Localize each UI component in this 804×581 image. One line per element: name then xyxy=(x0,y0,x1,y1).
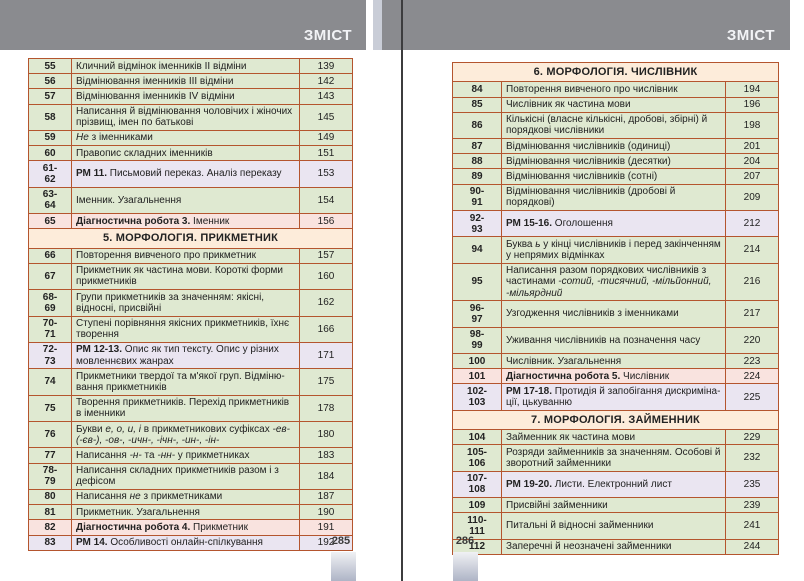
title-segment: Числівник як частина мови xyxy=(506,99,631,110)
title-segment: РМ 11. xyxy=(76,168,107,180)
lesson-number: 94 xyxy=(453,237,502,263)
title-segment: Відмінювання іменників III відміни xyxy=(76,75,234,87)
title-segment: Букви xyxy=(76,423,106,435)
lesson-title xyxy=(502,112,726,138)
title-segment: Особливості онлайн-спілкування xyxy=(107,537,263,548)
title-segment: Уживання числівників на позначення часу xyxy=(506,334,701,346)
title-segment: Письмовий переказ. Аналіз переказу xyxy=(107,168,282,180)
lesson-title xyxy=(72,422,300,448)
table-row xyxy=(29,74,353,89)
lesson-page: 156 xyxy=(300,214,353,229)
title-segment: Написання й відмінювання чоловічих і жіночих прізвищ, імен по батькові xyxy=(76,106,293,129)
lesson-title xyxy=(72,74,300,89)
lesson-page: 196 xyxy=(726,97,779,112)
header-band-right xyxy=(382,0,790,50)
title-segment: Листи. Електронний лист xyxy=(552,478,672,490)
lesson-number: 88 xyxy=(453,154,502,169)
lesson-page: 204 xyxy=(726,154,779,169)
lesson-number: 109 xyxy=(453,498,502,513)
lesson-page: 207 xyxy=(726,169,779,184)
title-segment: Правопис складних іменників xyxy=(76,147,213,159)
lesson-title xyxy=(72,448,300,463)
title-segment: Числівник. Узагальнення xyxy=(506,355,622,367)
table-row xyxy=(453,445,779,471)
table-row xyxy=(29,290,353,316)
table-row xyxy=(29,214,353,229)
lesson-page: 194 xyxy=(726,82,779,97)
lesson-page: 244 xyxy=(726,539,779,554)
lesson-title xyxy=(502,301,726,327)
table-row xyxy=(453,97,779,112)
table-row xyxy=(29,130,353,145)
lesson-page: 232 xyxy=(726,445,779,471)
lesson-page: 142 xyxy=(300,74,353,89)
lesson-number: 90- 91 xyxy=(453,184,502,210)
lesson-title xyxy=(72,130,300,145)
table-row xyxy=(453,327,779,353)
lesson-title xyxy=(502,82,726,97)
lesson-number: 92- 93 xyxy=(453,211,502,237)
lesson-title xyxy=(502,139,726,154)
lesson-page: 217 xyxy=(726,301,779,327)
lesson-number: 89 xyxy=(453,169,502,184)
table-row xyxy=(29,263,353,289)
page-tab-bar xyxy=(453,552,478,581)
lesson-title xyxy=(72,263,300,289)
table-row xyxy=(29,520,353,535)
lesson-page: 153 xyxy=(300,161,353,187)
lesson-number: 101 xyxy=(453,369,502,384)
title-segment: Прикметник. Узагальнення xyxy=(76,506,200,518)
title-segment: не xyxy=(129,491,141,503)
lesson-number: 84 xyxy=(453,82,502,97)
page-number: 285 xyxy=(331,535,351,547)
section-header: 7. МОРФОЛОГІЯ. ЗАЙМЕННИК xyxy=(453,410,779,429)
title-segment: Ступені порівняння якісних прикметників, їхнє творення xyxy=(76,318,290,341)
lesson-title xyxy=(502,513,726,539)
title-segment: Не xyxy=(76,132,89,144)
title-segment: -нн- xyxy=(157,449,176,461)
table-row xyxy=(29,422,353,448)
page-heading-left: ЗМІСТ xyxy=(303,27,352,44)
title-segment: Повторення вивченого про прикметник xyxy=(76,250,257,262)
table-row xyxy=(29,187,353,213)
lesson-title xyxy=(502,237,726,263)
title-segment: РМ 14. xyxy=(76,537,108,548)
lesson-title xyxy=(72,146,300,161)
lesson-number: 77 xyxy=(29,448,72,463)
lesson-title xyxy=(502,539,726,554)
title-segment: Узгодження числівників з іменниками xyxy=(506,308,679,320)
title-segment: -сотий, -тисячний, -мільйонний, -мільярдний xyxy=(506,276,712,299)
lesson-page: 192 xyxy=(300,535,353,550)
lesson-page: 166 xyxy=(300,316,353,342)
table-row xyxy=(29,463,353,489)
lesson-number: 81 xyxy=(29,505,72,520)
table-row xyxy=(29,369,353,395)
lesson-number: 74 xyxy=(29,369,72,395)
lesson-page: 223 xyxy=(726,354,779,369)
title-segment: у кінці числівників і перед закінченням у непрямих відмінках xyxy=(506,238,721,262)
lesson-title xyxy=(72,248,300,263)
lesson-page: 235 xyxy=(726,471,779,497)
lesson-page: 160 xyxy=(300,263,353,289)
lesson-number: 72- 73 xyxy=(29,342,72,368)
title-segment: РМ 15-16. xyxy=(506,218,553,230)
table-row xyxy=(453,369,779,384)
title-segment: Відмінювання числівників (десятки) xyxy=(506,155,671,167)
lesson-page: 180 xyxy=(300,422,353,448)
table-row xyxy=(453,82,779,97)
lesson-page: 145 xyxy=(300,104,353,130)
lesson-title xyxy=(72,489,300,504)
section-header: 5. МОРФОЛОГІЯ. ПРИКМЕТНИК xyxy=(29,229,353,248)
title-segment: Написання складних прикметників разом і з дефісом xyxy=(76,465,279,488)
lesson-page: 187 xyxy=(300,489,353,504)
table-row xyxy=(29,316,353,342)
title-segment: та xyxy=(141,449,158,461)
table-row xyxy=(453,354,779,369)
lesson-page: 239 xyxy=(726,498,779,513)
page-number: 286 xyxy=(455,535,475,547)
table-row xyxy=(29,146,353,161)
title-segment: Іменник. Узагальнення xyxy=(76,194,182,206)
title-segment: РМ 12-13. xyxy=(76,344,123,356)
table-row xyxy=(453,430,779,445)
lesson-number: 66 xyxy=(29,248,72,263)
lesson-title xyxy=(72,89,300,104)
table-row xyxy=(453,498,779,513)
lesson-title xyxy=(502,430,726,445)
lesson-page: 175 xyxy=(300,369,353,395)
lesson-number: 80 xyxy=(29,489,72,504)
lesson-page: 178 xyxy=(300,395,353,421)
lesson-number: 63- 64 xyxy=(29,187,72,213)
lesson-title xyxy=(502,369,726,384)
table-row xyxy=(453,410,779,429)
lesson-title xyxy=(72,395,300,421)
toc-table-right xyxy=(452,62,779,555)
title-segment: Творення прикметників. Перехід прикметників в іменники xyxy=(76,397,290,420)
title-segment: Прикметник xyxy=(190,521,248,533)
lesson-number: 112 xyxy=(453,539,502,554)
lesson-number: 78- 79 xyxy=(29,463,72,489)
title-segment: Діагностична робота 5. xyxy=(506,370,621,382)
lesson-title xyxy=(72,342,300,368)
lesson-page: 149 xyxy=(300,130,353,145)
table-row xyxy=(29,342,353,368)
table-row xyxy=(453,513,779,539)
lesson-number: 60 xyxy=(29,146,72,161)
title-segment: ь xyxy=(535,238,541,250)
table-row xyxy=(29,448,353,463)
table-row xyxy=(29,535,353,550)
section-header: 6. МОРФОЛОГІЯ. ЧИСЛІВНИК xyxy=(453,63,779,82)
lesson-page: 198 xyxy=(726,112,779,138)
table-row xyxy=(29,395,353,421)
lesson-title xyxy=(72,290,300,316)
lesson-title xyxy=(502,169,726,184)
title-segment: Протидія й запобігання дискримінації, цькуванню xyxy=(506,385,721,409)
lesson-title xyxy=(502,184,726,210)
title-segment: Діагностична робота 4. xyxy=(76,521,191,533)
lesson-number: 58 xyxy=(29,104,72,130)
lesson-number: 96- 97 xyxy=(453,301,502,327)
table-row xyxy=(453,154,779,169)
lesson-number: 67 xyxy=(29,263,72,289)
lesson-title xyxy=(502,97,726,112)
lesson-title xyxy=(502,154,726,169)
lesson-page: 139 xyxy=(300,59,353,74)
lesson-number: 85 xyxy=(453,97,502,112)
title-segment: Кличний відмінок іменників II відміни xyxy=(76,60,247,72)
table-row xyxy=(453,539,779,554)
lesson-page: 214 xyxy=(726,237,779,263)
lesson-page: 209 xyxy=(726,184,779,210)
table-row xyxy=(453,263,779,301)
lesson-number: 83 xyxy=(29,535,72,550)
lesson-number: 75 xyxy=(29,395,72,421)
lesson-page: 157 xyxy=(300,248,353,263)
toc-table xyxy=(28,58,353,551)
title-segment: РМ 19-20. xyxy=(506,478,553,490)
lesson-number: 76 xyxy=(29,422,72,448)
table-row xyxy=(453,301,779,327)
lesson-number: 87 xyxy=(453,139,502,154)
table-row xyxy=(453,169,779,184)
title-segment: е, о, и, і xyxy=(105,423,141,435)
table-row xyxy=(453,237,779,263)
title-segment: з прикметниками xyxy=(140,491,223,503)
lesson-number: 59 xyxy=(29,130,72,145)
lesson-title xyxy=(72,535,300,550)
lesson-number: 82 xyxy=(29,520,72,535)
lesson-page: 229 xyxy=(726,430,779,445)
title-segment: Прикметники твердої та м'якої груп. Відмінювання прикметників xyxy=(76,370,285,393)
lesson-page: 220 xyxy=(726,327,779,353)
lesson-page: 143 xyxy=(300,89,353,104)
lesson-page: 190 xyxy=(300,505,353,520)
lesson-number: 105- 106 xyxy=(453,445,502,471)
title-segment: -ев- (-єв-), -ов-, -ичн-, -ічн-, -ин-, -ін- xyxy=(76,423,290,446)
lesson-title xyxy=(502,327,726,353)
title-segment: Повторення вивченого про числівник xyxy=(506,83,678,95)
lesson-page: 201 xyxy=(726,139,779,154)
table-row xyxy=(453,471,779,497)
lesson-title xyxy=(502,354,726,369)
header-band-left xyxy=(0,0,366,50)
book-spine xyxy=(401,0,403,581)
lesson-page: 216 xyxy=(726,263,779,301)
table-row xyxy=(453,112,779,138)
table-row xyxy=(29,505,353,520)
lesson-page: 225 xyxy=(726,384,779,410)
title-segment: Прикметник як частина мови. Короткі форми прикметників xyxy=(76,265,283,288)
lesson-number: 70- 71 xyxy=(29,316,72,342)
lesson-number: 107- 108 xyxy=(453,471,502,497)
table-row xyxy=(29,229,353,248)
lesson-page: 154 xyxy=(300,187,353,213)
lesson-number: 104 xyxy=(453,430,502,445)
lesson-title xyxy=(72,369,300,395)
lesson-title xyxy=(72,505,300,520)
title-segment: Займенник як частина мови xyxy=(506,431,636,443)
lesson-title xyxy=(72,520,300,535)
title-segment: Питальні й відносні займенники xyxy=(506,520,654,532)
table-row xyxy=(29,89,353,104)
page-tab-bar xyxy=(331,552,356,581)
table-row xyxy=(29,248,353,263)
title-segment: Заперечні й неозначені займенники xyxy=(506,541,672,553)
lesson-title xyxy=(72,463,300,489)
title-segment: Відмінювання числівників (одиниці) xyxy=(506,140,671,152)
lesson-number: 86 xyxy=(453,112,502,138)
title-segment: Діагностична робота 3. xyxy=(76,215,191,227)
table-row xyxy=(453,63,779,82)
lesson-number: 95 xyxy=(453,263,502,301)
lesson-page: 162 xyxy=(300,290,353,316)
lesson-title xyxy=(502,471,726,497)
title-segment: Іменник xyxy=(190,215,230,227)
lesson-number: 56 xyxy=(29,74,72,89)
lesson-title xyxy=(502,384,726,410)
title-segment: Написання разом порядкових числівників з частинами xyxy=(506,265,707,288)
lesson-title xyxy=(72,316,300,342)
lesson-page: 212 xyxy=(726,211,779,237)
title-segment: Кількісні (власне кількісні, дробові, збірні) й порядкові числівники xyxy=(506,114,708,137)
table-row xyxy=(453,139,779,154)
title-segment: Написання xyxy=(76,449,130,461)
lesson-number: 68- 69 xyxy=(29,290,72,316)
title-segment: Розряди займенників за значенням. Особові й зворотний займенники xyxy=(506,446,721,469)
table-row xyxy=(453,211,779,237)
title-segment: Буква xyxy=(506,238,536,250)
page-edge-strip xyxy=(373,0,382,50)
title-segment: Відмінювання числівників (дробові й порядкові) xyxy=(506,186,676,209)
lesson-title xyxy=(72,59,300,74)
lesson-number: 57 xyxy=(29,89,72,104)
lesson-title xyxy=(72,161,300,187)
lesson-page: 184 xyxy=(300,463,353,489)
toc-table-left xyxy=(28,58,353,551)
title-segment: у прикметниках xyxy=(175,449,250,461)
table-row xyxy=(29,59,353,74)
lesson-number: 61- 62 xyxy=(29,161,72,187)
lesson-page: 183 xyxy=(300,448,353,463)
lesson-title xyxy=(72,104,300,130)
lesson-title xyxy=(502,445,726,471)
lesson-title xyxy=(502,498,726,513)
lesson-title xyxy=(502,211,726,237)
page-heading-right: ЗМІСТ xyxy=(726,27,775,44)
toc-table xyxy=(452,62,779,555)
lesson-title xyxy=(502,263,726,301)
title-segment: з іменниками xyxy=(88,132,153,144)
lesson-title xyxy=(72,214,300,229)
lesson-title xyxy=(72,187,300,213)
title-segment: в прикметникових суфіксах xyxy=(140,423,273,435)
title-segment: Групи прикметників за значенням: якісні, відносні, присвійні xyxy=(76,291,265,314)
title-segment: -н- xyxy=(129,449,142,461)
title-segment: Числівник xyxy=(620,370,670,382)
lesson-page: 171 xyxy=(300,342,353,368)
lesson-number: 65 xyxy=(29,214,72,229)
title-segment: РМ 17-18. xyxy=(506,385,553,397)
table-row xyxy=(453,184,779,210)
title-segment: Опис як тип тексту. Опис у різних мовленнєвих жанрах xyxy=(76,344,279,367)
title-segment: Відмінювання іменників IV відміни xyxy=(76,90,235,102)
lesson-page: 241 xyxy=(726,513,779,539)
lesson-number: 100 xyxy=(453,354,502,369)
lesson-page: 191 xyxy=(300,520,353,535)
title-segment: Присвійні займенники xyxy=(506,499,608,511)
title-segment: Оголошення xyxy=(552,218,613,230)
table-row xyxy=(29,161,353,187)
table-row xyxy=(29,489,353,504)
lesson-page: 224 xyxy=(726,369,779,384)
table-row xyxy=(453,384,779,410)
lesson-number: 102- 103 xyxy=(453,384,502,410)
lesson-number: 55 xyxy=(29,59,72,74)
table-row xyxy=(29,104,353,130)
lesson-number: 110- 111 xyxy=(453,513,502,539)
title-segment: Написання xyxy=(76,491,130,503)
title-segment: Відмінювання числівників (сотні) xyxy=(506,170,658,182)
lesson-number: 98- 99 xyxy=(453,327,502,353)
lesson-page: 151 xyxy=(300,146,353,161)
